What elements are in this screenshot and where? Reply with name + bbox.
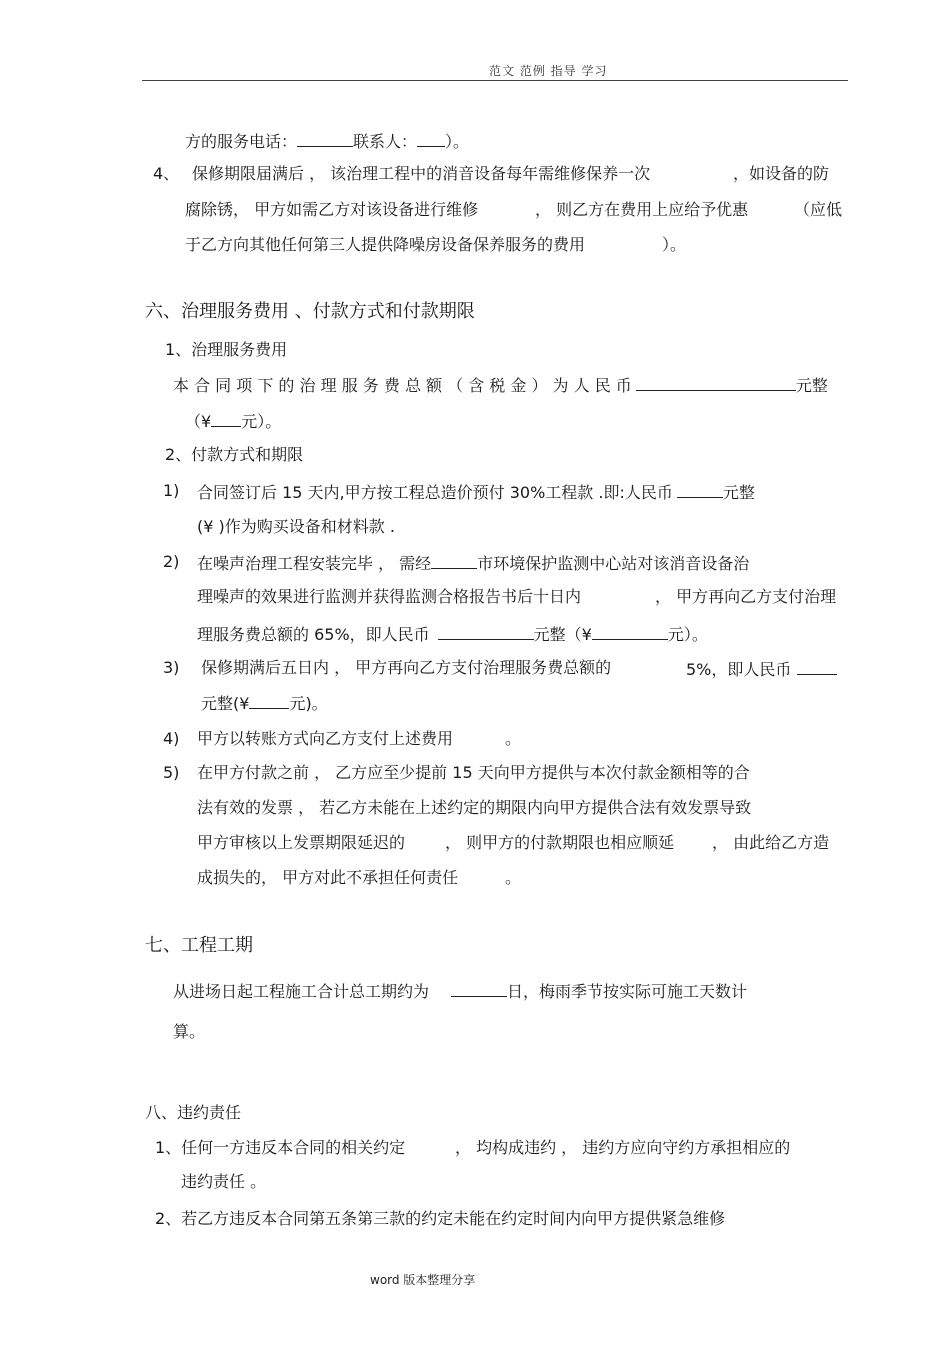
page-header: 范文 范例 指导 学习 <box>489 64 608 78</box>
blank-field <box>431 552 477 569</box>
item-4-line-3 <box>185 235 585 255</box>
blank-field <box>417 130 445 147</box>
item-3-number: 3) <box>163 658 180 677</box>
text: 理服务费总额的 65%，即人民币 <box>197 625 430 644</box>
item-number: 4、 <box>153 164 180 183</box>
text: 理噪声的效果进行监测并获得监测合格报告书后十日内 <box>197 587 582 606</box>
section-8-heading: 八、违约责任 <box>145 1103 242 1122</box>
text: 元）。 <box>667 625 708 644</box>
item-1-line-2: (¥ )作为购买设备和材料款 . <box>197 517 395 536</box>
text: 元整（¥ <box>533 625 592 644</box>
text: 市环境保护监测中心站对该消音设备治 <box>477 554 750 573</box>
breach-item-1-line-2: 违约责任 。 <box>181 1172 267 1191</box>
header-divider <box>142 80 848 81</box>
item-2-line-1 <box>197 552 749 574</box>
text: （¥ <box>185 412 212 431</box>
item-3-line-2 <box>201 692 328 714</box>
blank-field <box>592 623 668 640</box>
item-3-line-1 <box>201 658 611 678</box>
text: ， 则乙方在费用上应给予优惠 <box>535 200 749 219</box>
blank-field <box>438 623 534 640</box>
text: 保修期满后五日内 ， 甲方再向乙方支付治理服务费总额的 <box>201 658 612 677</box>
text: 5%，即人民币 <box>686 660 792 679</box>
item-2-number: 2) <box>163 552 180 571</box>
item-5-line-4: 成损失的， 甲方对此不承担任何责任 <box>197 868 459 887</box>
text: 元整 <box>795 376 828 395</box>
item-4-payment-end: 。 <box>505 729 522 748</box>
text: 甲方以转账方式向乙方支付上述费用 <box>197 729 454 748</box>
item-5-line-3b: ， 则甲方的付款期限也相应顺延 <box>445 833 675 852</box>
item-3-line-1b <box>686 658 837 680</box>
fee-yuan-line <box>185 410 281 432</box>
item-5-line-3c: ， 由此给乙方造 <box>712 833 830 852</box>
item-5-line-4b: 。 <box>505 868 522 887</box>
item-2-line-2 <box>197 587 581 607</box>
item-4-line-2b <box>535 200 748 220</box>
item-5-number: 5) <box>163 763 180 782</box>
item-1-number: 1) <box>163 481 180 500</box>
text: 元)。 <box>289 694 328 713</box>
breach-item-1-line-1: 1、任何一方违反本合同的相关约定 <box>155 1138 406 1157</box>
item-4-text-end <box>733 164 829 184</box>
page-footer: word 版本整理分享 <box>370 1273 476 1287</box>
item-4-line-2 <box>185 200 478 220</box>
item-4-text <box>192 164 650 184</box>
item-4-payment-line <box>197 729 453 749</box>
text: 本 合 同 项 下 的 治 理 服 务 费 总 额 （ 含 税 金 ） 为 人 民 币 <box>173 376 632 395</box>
blank-field <box>797 658 837 675</box>
item-4-number: 4) <box>163 729 180 748</box>
text: 在噪声治理工程安装完毕 ， 需经 <box>197 554 432 573</box>
breach-item-1-line-1b: ， 均构成违约 ， 违约方应向守约方承担相应的 <box>455 1138 791 1157</box>
item-1-line-1 <box>197 481 755 503</box>
blank-field <box>677 481 723 498</box>
item-5-line-3: 甲方审核以上发票期限延迟的 <box>197 833 406 852</box>
section-7-heading: 七、工程工期 <box>145 935 253 956</box>
text: 元）。 <box>241 412 282 431</box>
item-2-line-3 <box>197 623 708 645</box>
blank-field <box>451 980 507 997</box>
text: 于乙方向其他任何第三人提供降噪房设备保养服务的费用 <box>185 235 586 254</box>
schedule-line-1 <box>173 980 747 1002</box>
item-4-line-2c <box>794 200 842 220</box>
text: ，如设备的防 <box>733 164 830 183</box>
subsection-6-2: 2、付款方式和期限 <box>165 445 304 464</box>
fee-total-line <box>173 374 828 396</box>
text: 方的服务电话： <box>185 132 298 151</box>
blank-field <box>249 692 289 709</box>
service-phone-line <box>185 130 469 152</box>
text: ）。 <box>445 132 470 151</box>
item-5-line-2: 法有效的发票 ， 若乙方未能在上述约定的期限内向甲方提供合法有效发票导致 <box>197 798 752 817</box>
item-2-line-2b <box>655 587 836 607</box>
text: ， 甲方再向乙方支付治理 <box>655 587 837 606</box>
schedule-line-2: 算。 <box>173 1022 206 1041</box>
item-4-line-3b <box>662 235 686 255</box>
item-4-line-1 <box>153 164 179 184</box>
subsection-6-1: 1、治理服务费用 <box>165 340 288 359</box>
text: 元整 <box>722 483 755 502</box>
blank-field <box>211 410 241 427</box>
text: （应低 <box>794 200 843 219</box>
text: 保修期限届满后 ， 该治理工程中的消音设备每年需维修保养一次 <box>192 164 651 183</box>
text: 从进场日起工程施工合计总工期约为 <box>173 982 430 1001</box>
section-6-heading: 六、治理服务费用 、付款方式和付款期限 <box>145 301 475 322</box>
item-5-line-1: 在甲方付款之前 ， 乙方应至少提前 15 天向甲方提供与本次付款金额相等的合 <box>197 763 750 782</box>
breach-item-2-line-1: 2、若乙方违反本合同第五条第三款的约定未能在约定时间内向甲方提供紧急维修 <box>155 1209 726 1228</box>
blank-field <box>297 130 353 147</box>
text: ）。 <box>662 235 687 254</box>
text: 日，梅雨季节按实际可施工天数计 <box>507 982 748 1001</box>
text: 合同签订后 15 天内,甲方按工程总造价预付 30%工程款 .即:人民币 <box>197 483 673 502</box>
blank-field <box>636 374 796 391</box>
text: 腐除锈， 甲方如需乙方对该设备进行维修 <box>185 200 479 219</box>
text: 元整(¥ <box>201 694 250 713</box>
text: 联系人： <box>353 132 418 151</box>
